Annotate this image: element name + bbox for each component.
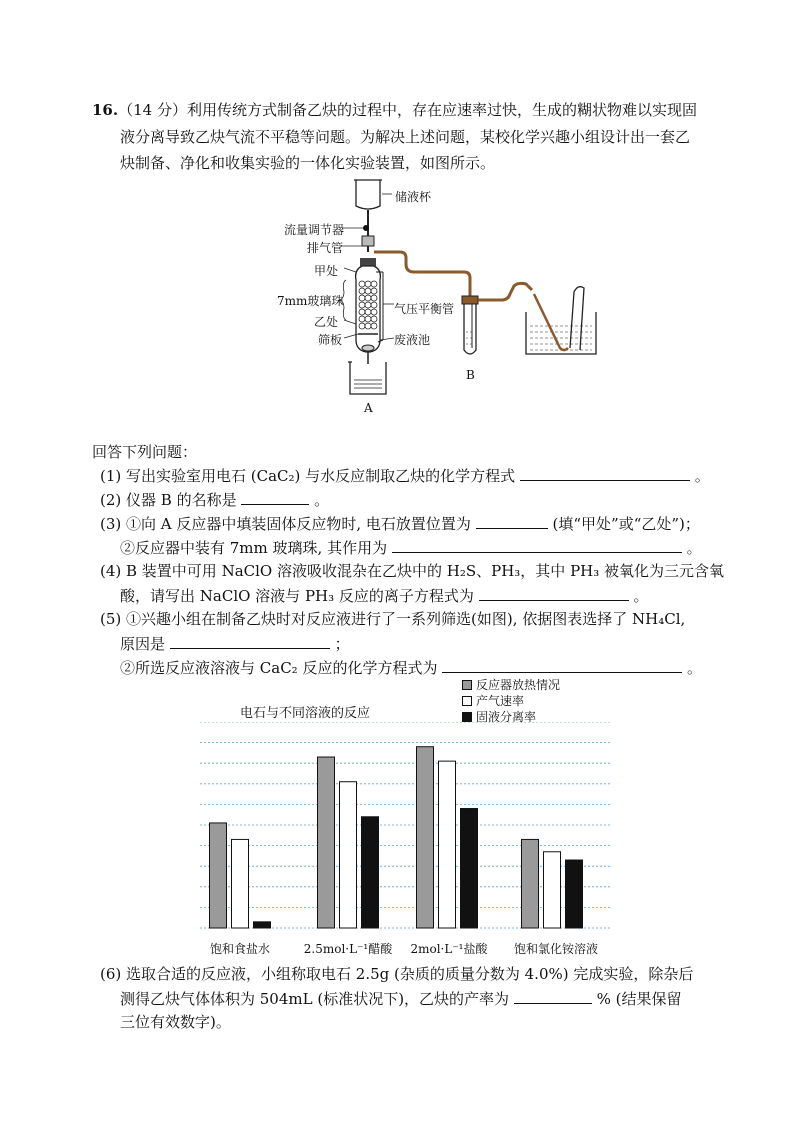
- item-3-1-end: (填“甲处”或“乙处”)；: [552, 515, 700, 533]
- label-flow-regulator: 流量调节器: [284, 223, 345, 237]
- item-5-line-2: [120, 632, 350, 655]
- item-2-end: 。: [314, 491, 330, 509]
- item-5-2-text: ②所选反应液溶液与 CaC₂ 反应的化学方程式为: [120, 659, 438, 677]
- item-1: [100, 464, 710, 487]
- item-6-text-b: % (结果保留: [596, 990, 682, 1008]
- x-tick-label-4: 饱和氯化铵溶液: [513, 942, 598, 956]
- item-4-text: 酸，请写出 NaClO 溶液与 PH₃ 反应的离子方程式为: [120, 587, 474, 605]
- label-pressure-tube: 气压平衡管: [394, 302, 455, 316]
- x-tick-label-1: 饱和食盐水: [209, 942, 270, 956]
- bar-series-1-cat-1: [210, 823, 227, 928]
- item-3-1-text: (3) ①向 A 反应器中填装固体反应物时, 电石放置位置为: [100, 515, 471, 533]
- x-tick-label-3: 2mol·L⁻¹盐酸: [410, 942, 488, 956]
- intro-text-1: （14 分）利用传统方式制备乙炔的过程中，存在应速率过快，生成的糊状物难以实现固: [118, 101, 697, 119]
- label-sieve: 筛板: [318, 333, 343, 347]
- legend-label-1: 反应器放热情况: [476, 678, 561, 692]
- bar-series-1-cat-2: [318, 757, 335, 928]
- label-jia: 甲处: [314, 264, 339, 278]
- question-line-2: 液分离导致乙炔气流不平稳等问题。为解决上述问题，某校化学兴趣小组设计出一套乙: [120, 128, 691, 146]
- legend-swatch-1: [462, 680, 472, 690]
- label-storage-cup: 储液杯: [395, 190, 432, 204]
- label-yi: 乙处: [314, 315, 339, 329]
- answer-blank-5-1[interactable]: [170, 632, 330, 649]
- legend-item-2: [462, 692, 524, 709]
- item-3-2: [120, 536, 702, 559]
- answer-blank-6[interactable]: [514, 987, 592, 1004]
- label-waste-pool: 废液池: [394, 333, 431, 347]
- item-5-line-3: [120, 656, 702, 679]
- bar-series-3-cat-1: [254, 922, 271, 928]
- item-2-text: (2) 仪器 B 的名称是: [100, 491, 237, 509]
- item-4-end: 。: [633, 587, 649, 605]
- label-B: B: [466, 368, 475, 382]
- item-5-line-1: (5) ①兴趣小组在制备乙炔时对反应液进行了一系列筛选(如图), 依据图表选择了 NH₄Cl,: [100, 610, 686, 628]
- item-6-line-3: 三位有效数字)。: [120, 1013, 231, 1031]
- item-6-line-1: (6) 选取合适的反应液，小组称取电石 2.5g (杂质的质量分数为 4.0%) 完成实验，除杂后: [100, 965, 694, 983]
- item-1-end: 。: [694, 467, 710, 485]
- item-2: [100, 488, 329, 511]
- bar-series-3-cat-3: [461, 809, 478, 928]
- x-tick-label-2: 2.5mol·L⁻¹醋酸: [303, 942, 393, 956]
- answer-blank-1[interactable]: [520, 464, 690, 481]
- answer-blank-4[interactable]: [479, 584, 629, 601]
- bar-series-1-cat-3: [417, 747, 434, 928]
- answer-blank-3-1[interactable]: [476, 512, 548, 529]
- legend-swatch-2: [462, 696, 472, 706]
- answer-blank-5-2[interactable]: [442, 656, 682, 673]
- item-4-line-1: (4) B 装置中可用 NaClO 溶液吸收混杂在乙炔中的 H₂S、PH₃，其中 PH₃ 被氧化为三元含氧: [100, 562, 725, 580]
- bar-chart: [200, 722, 610, 934]
- answer-blank-2[interactable]: [241, 488, 309, 505]
- answer-header: 回答下列问题：: [92, 443, 198, 461]
- item-1-text: (1) 写出实验室用电石 (CaC₂) 与水反应制取乙炔的化学方程式: [100, 467, 516, 485]
- item-5-2-end: 。: [687, 659, 703, 677]
- bar-series-1-cat-4: [522, 839, 539, 928]
- legend-item-1: [462, 676, 560, 693]
- question-line-3: 炔制备、净化和收集实验的一体化实验装置，如图所示。: [120, 154, 496, 172]
- bar-series-2-cat-2: [340, 782, 357, 928]
- question-number: 16.: [92, 101, 119, 119]
- bar-series-2-cat-1: [232, 839, 249, 928]
- label-exhaust-pipe: 排气管: [307, 241, 344, 255]
- item-6-line-2: [120, 987, 682, 1010]
- item-3-2-text: ②反应器中装有 7mm 玻璃珠, 其作用为: [120, 539, 388, 557]
- bar-series-2-cat-4: [544, 852, 561, 928]
- legend-swatch-3: [462, 712, 472, 722]
- item-3-2-end: 。: [686, 539, 702, 557]
- label-A: A: [364, 401, 373, 415]
- question-line-1: [92, 99, 697, 121]
- answer-blank-3-2[interactable]: [392, 536, 682, 553]
- bar-series-3-cat-2: [362, 817, 379, 928]
- item-3-1: [100, 512, 700, 535]
- item-5-1-end: ；: [334, 635, 350, 653]
- legend-label-2: 产气速率: [476, 694, 525, 708]
- item-4-line-2: [120, 584, 648, 607]
- legend-label-3: 固液分离率: [476, 710, 537, 724]
- item-5-1-text: 原因是: [120, 635, 166, 653]
- chart-title: 电石与不同溶液的反应: [240, 706, 371, 721]
- item-6-text-a: 测得乙炔气体体积为 504mL (标准状况下)，乙炔的产率为: [120, 990, 510, 1008]
- bar-series-3-cat-4: [566, 860, 583, 928]
- bar-series-2-cat-3: [439, 761, 456, 928]
- label-glass-beads: 7mm玻璃珠: [277, 294, 344, 308]
